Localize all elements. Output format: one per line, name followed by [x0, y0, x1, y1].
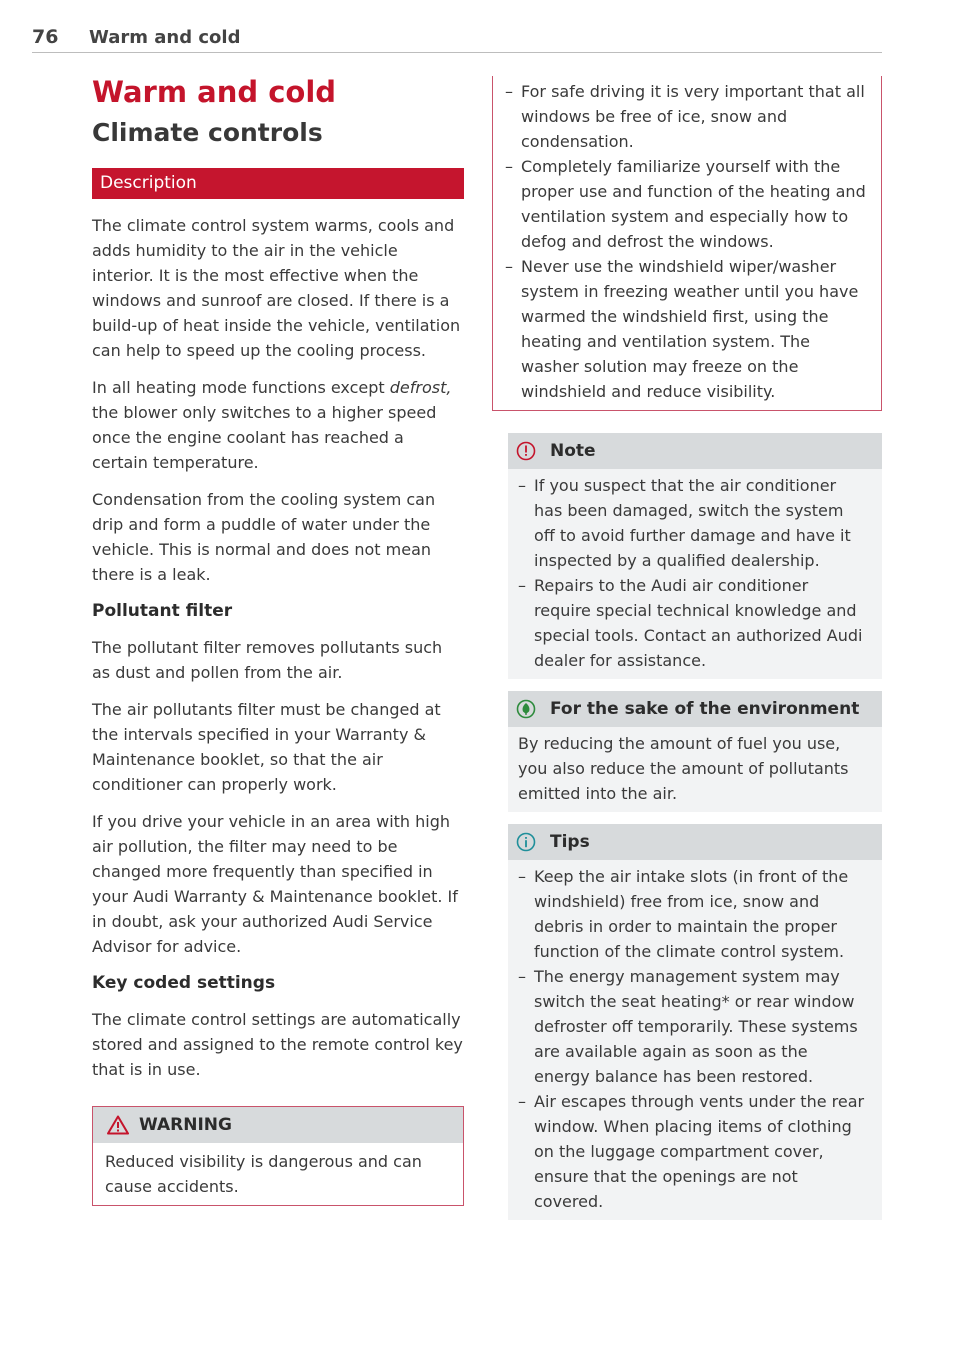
- right-column: [510, 76, 882, 1220]
- warning-item: – Never use the windshield wiper/washer system in freezing weather until you have warmed the windshield first, using the heating and ventilation system. The washer solution may freeze on the windshield and reduce visibility.: [505, 254, 867, 404]
- warning-continuation-box: [492, 76, 882, 411]
- paragraph-key-coded: The climate control settings are automatically stored and assigned to the remote control key that is in use.: [92, 1010, 463, 1079]
- environment-title: For the sake of the environment: [550, 699, 860, 719]
- paragraph-pollutant: The pollutant filter removes pollutants such as dust and pollen from the air.: [92, 638, 443, 682]
- paragraph-high-pollution: If you drive your vehicle in an area with high air pollution, the filter may need to be changed more frequently than specified in your Audi Warranty & Maintenance booklet. If in doubt, ask your authorized Audi Service Advisor for advice.: [92, 812, 458, 956]
- paragraph-heating-start: In all heating mode functions except: [92, 378, 390, 397]
- page-header: [32, 26, 882, 53]
- environment-text: By reducing the amount of fuel you use, you also reduce the amount of pollutants emitted into the air.: [518, 734, 849, 803]
- note-title-bar: [508, 433, 882, 469]
- tips-title: Tips: [550, 832, 590, 852]
- tips-item: – Air escapes through vents under the rear window. When placing items of clothing on the luggage compartment cover, ensure that the openings are not covered.: [518, 1089, 868, 1214]
- warning-title: WARNING: [139, 1115, 232, 1135]
- warning-list: [505, 79, 867, 404]
- note-title: Note: [550, 441, 596, 461]
- tips-title-bar: [508, 824, 882, 860]
- paragraph-intro: The climate control system warms, cools and adds humidity to the air in the vehicle interior. It is the most effective when the windows and sunroof are closed. If there is a build-up of heat inside the vehicle, ventilation can help to speed up the cooling process.: [92, 216, 461, 360]
- warning-item: – Completely familiarize yourself with the proper use and function of the heating and ventilation system and especially how to defog and defrost the windows.: [505, 154, 867, 254]
- warning-triangle-icon: [107, 1115, 129, 1135]
- warning-title-bar: [93, 1107, 463, 1143]
- key-coded-heading: Key coded settings: [92, 973, 276, 993]
- tips-item: – Keep the air intake slots (in front of the windshield) free from ice, snow and debris in order to maintain the proper function of the climate control system.: [518, 864, 868, 964]
- pollutant-filter-heading: Pollutant filter: [92, 601, 233, 621]
- environment-title-bar: [508, 691, 882, 727]
- warning-text: Reduced visibility is dangerous and can cause accidents.: [105, 1152, 422, 1196]
- description-bar: Description: [92, 168, 464, 199]
- tips-body: [508, 860, 882, 1220]
- paragraph-filter-change: The air pollutants filter must be changed at the intervals specified in your Warranty & Maintenance booklet, so that the air conditioner can properly work.: [92, 700, 441, 794]
- tips-section: [508, 824, 882, 1220]
- warning-box: [92, 1106, 464, 1206]
- info-circle-icon: [516, 832, 536, 852]
- note-body: [508, 469, 882, 679]
- environment-section: [508, 691, 882, 812]
- environment-body: [508, 727, 882, 812]
- paragraph-heating: [92, 375, 464, 475]
- environment-leaf-icon: [516, 699, 536, 719]
- running-head: Warm and cold: [89, 27, 241, 48]
- left-column: [92, 72, 464, 1206]
- note-item: – Repairs to the Audi air conditioner require special technical knowledge and special tools. Contact an authorized Audi dealer for assistance.: [518, 573, 868, 673]
- section-title: Climate controls: [92, 118, 323, 147]
- note-item: – If you suspect that the air conditioner has been damaged, switch the system off to avoid further damage and have it inspected by a qualified dealership.: [518, 473, 868, 573]
- chapter-title: Warm and cold: [92, 75, 337, 109]
- note-list: [518, 473, 868, 673]
- paragraph-heating-end: the blower only switches to a higher speed once the engine coolant has reached a certain temperature.: [92, 403, 437, 472]
- paragraph-condensation: Condensation from the cooling system can drip and form a puddle of water under the vehicle. This is normal and does not mean there is a leak.: [92, 490, 436, 584]
- page-number: 76: [32, 26, 59, 48]
- tips-item: – The energy management system may switch the seat heating* or rear window defroster off temporarily. These systems are available again as soon as the energy balance has been restored.: [518, 964, 868, 1089]
- note-section: [508, 433, 882, 679]
- defrost-emphasis: defrost,: [389, 378, 452, 397]
- tips-list: [518, 864, 868, 1214]
- exclamation-circle-icon: [516, 441, 536, 461]
- warning-item: – For safe driving it is very important that all windows be free of ice, snow and condensation.: [505, 79, 867, 154]
